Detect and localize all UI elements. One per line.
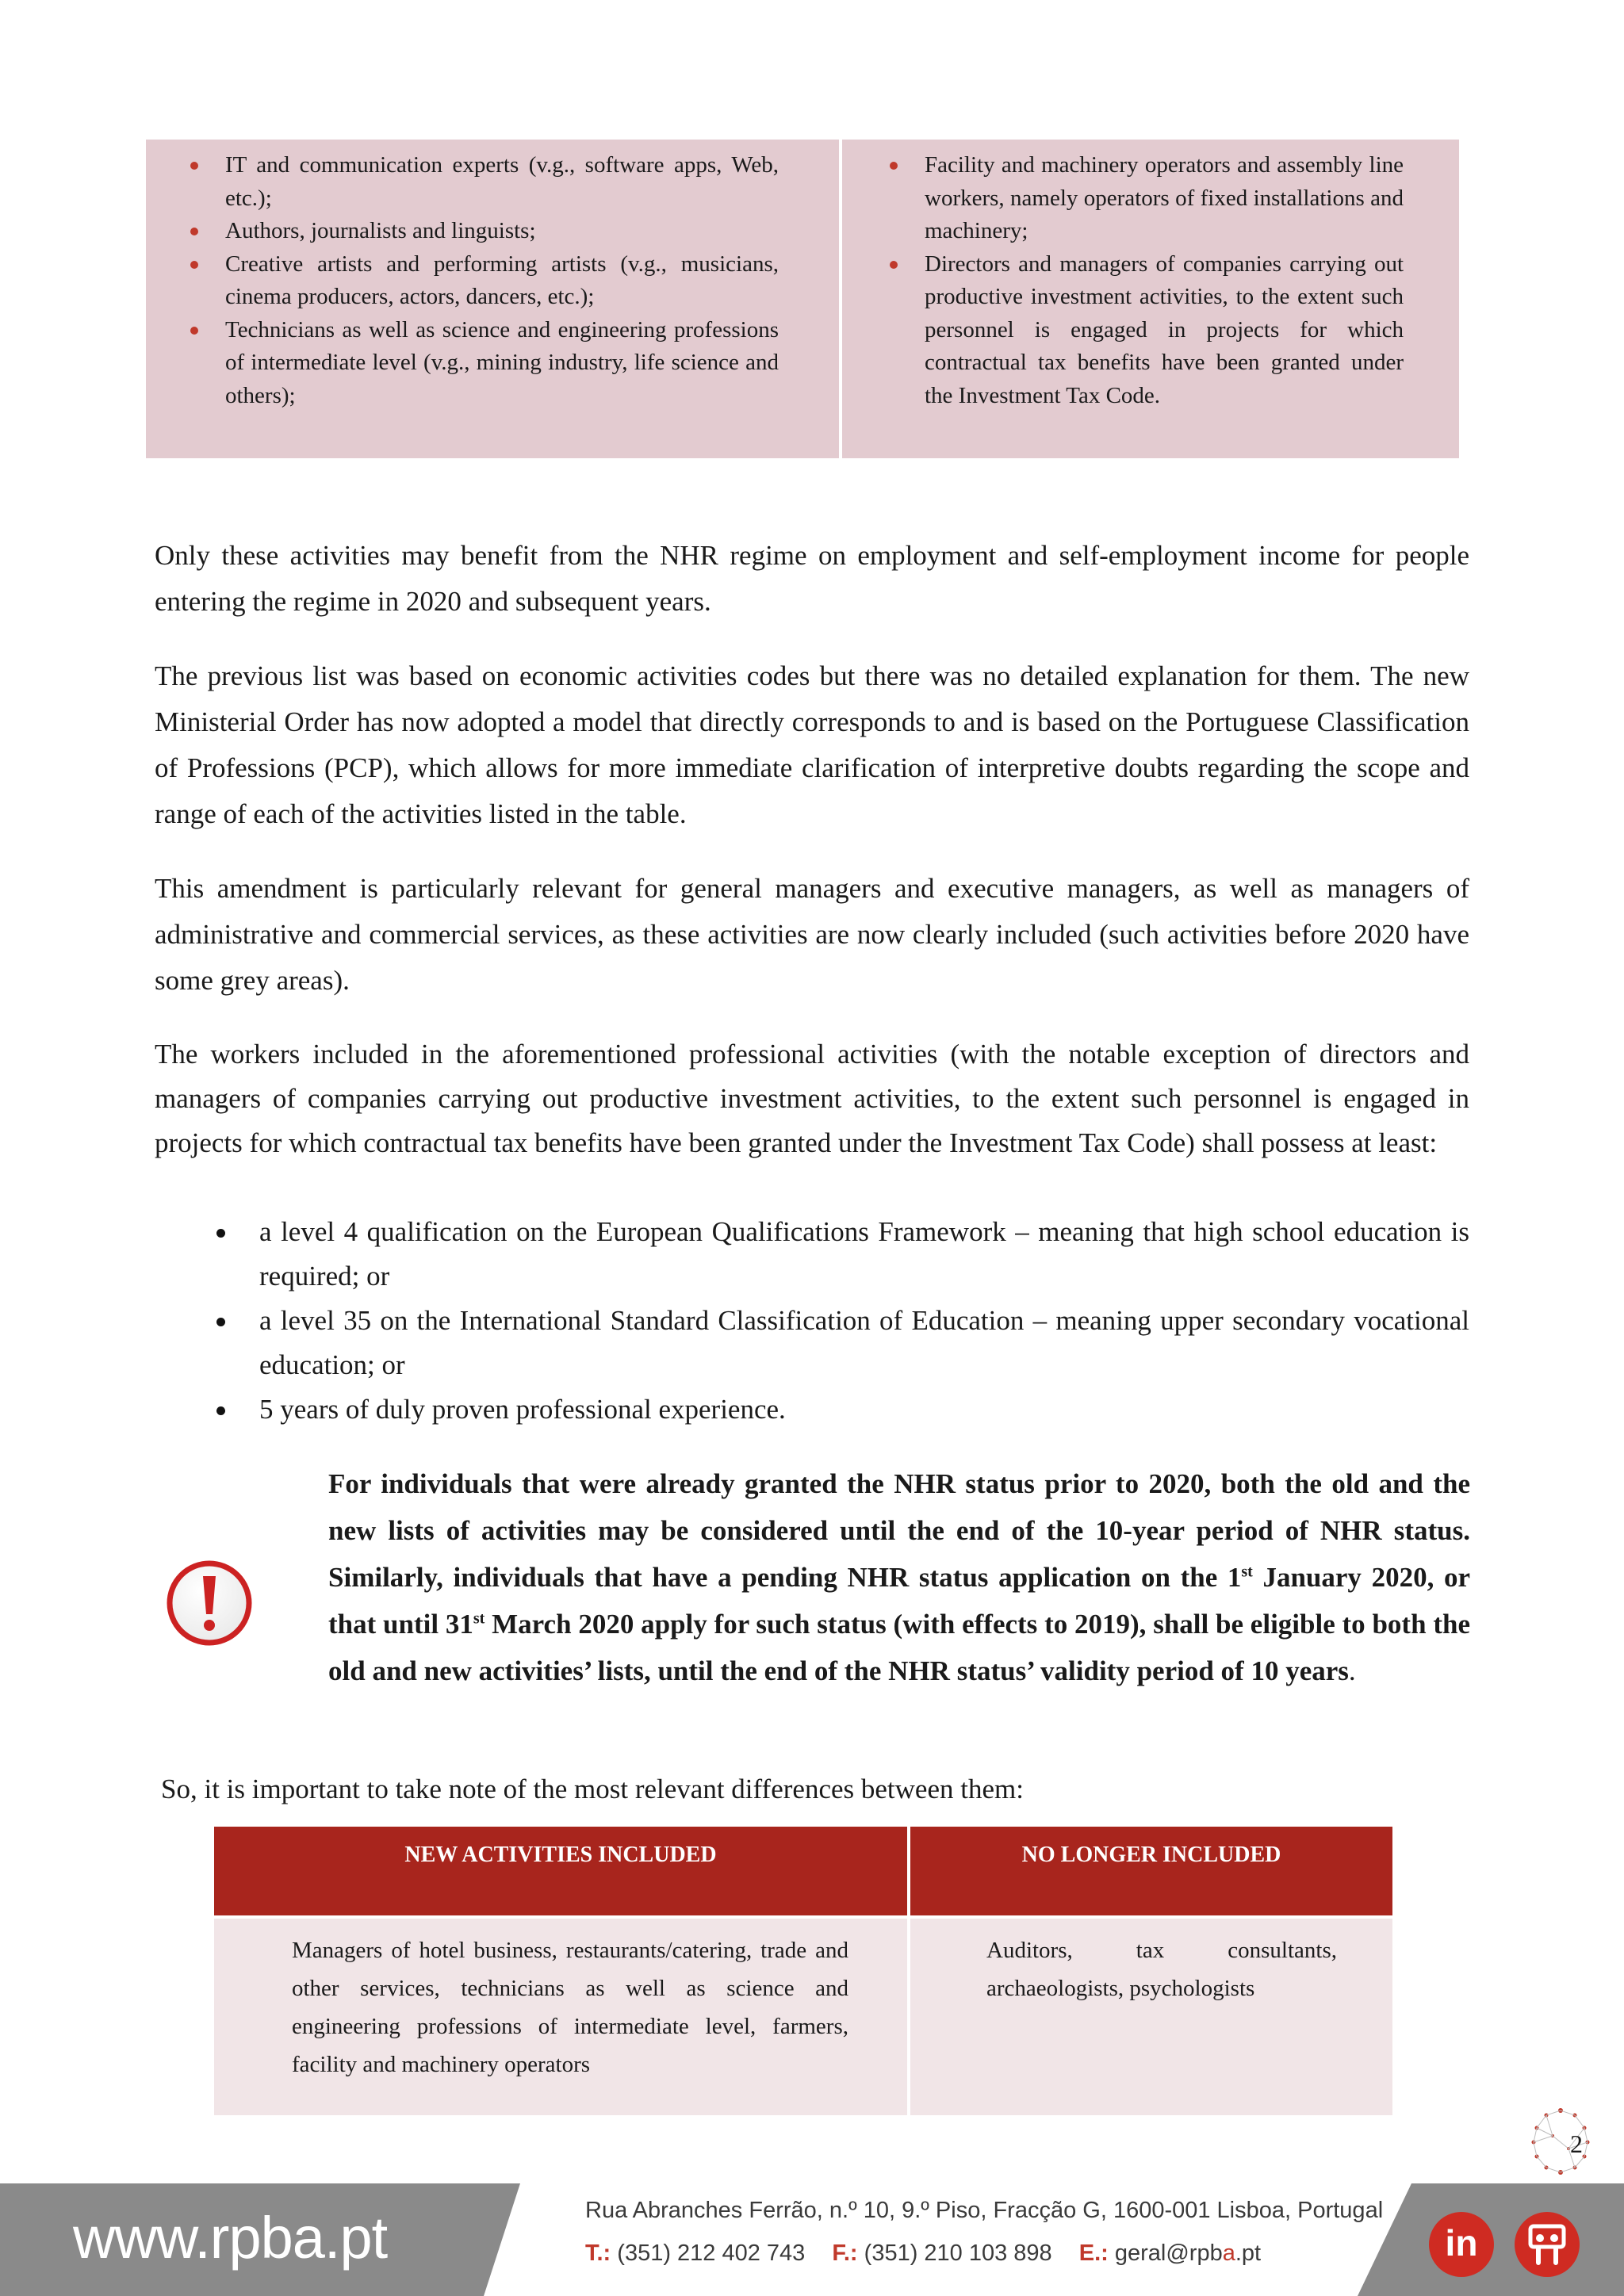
warning-text-1: For individuals that were already granted the NHR status prior to 2020, both the old and the new lists of activities may be considered until the end of the 10-year period of NHR status. Similarly, individuals that have a pending NHR status application on the 1: [328, 1468, 1470, 1593]
list-item: a level 4 qualification on the European Qualifications Framework – meaning that high school education is required; or: [155, 1210, 1469, 1299]
ordinal-suffix: st: [473, 1609, 485, 1628]
header-new-activities: NEW ACTIVITIES INCLUDED: [214, 1827, 907, 1915]
phone-number[interactable]: (351) 212 402 743: [617, 2241, 806, 2266]
list-item: IT and communication experts (v.g., software apps, Web, etc.);: [184, 149, 779, 215]
comparison-table-row: [214, 1919, 1392, 2115]
contact-line: [585, 2241, 1261, 2267]
warning-text-end: .: [1348, 1655, 1356, 1686]
activities-column-right: [842, 140, 1459, 458]
cell-new-activities: Managers of hotel business, restaurants/catering, trade and other services, technicians as well as science and engineering professions of intermediate level, farmers, facility and machinery operators: [214, 1919, 907, 2115]
email-label: E.:: [1078, 2241, 1109, 2266]
phone-label: T.:: [585, 2241, 611, 2266]
header-no-longer-included: NO LONGER INCLUDED: [910, 1827, 1392, 1915]
office-address: Rua Abranches Ferrão, n.º 10, 9.º Piso, Fracção G, 1600-001 Lisboa, Portugal: [585, 2198, 1384, 2223]
linkedin-icon: in: [1445, 2222, 1478, 2263]
email-part: geral@rpb: [1114, 2241, 1223, 2266]
slideshare-icon: [1515, 2212, 1580, 2277]
warning-text-3: March 2020 apply for such status (with effects to 2019), shall be eligible to both the old and new activities’ lists, until the end of the NHR status’ validity period of 10 years: [328, 1609, 1470, 1686]
globe-logo-icon: [1529, 2104, 1592, 2175]
slideshare-button[interactable]: [1515, 2212, 1580, 2277]
email-address[interactable]: [1115, 2241, 1261, 2266]
email-part: a: [1222, 2241, 1235, 2266]
comparison-table-header: [214, 1827, 1392, 1915]
activities-list-right: [883, 149, 1404, 412]
list-item: Authors, journalists and linguists;: [184, 215, 779, 248]
activities-table: [146, 140, 1459, 458]
comparison-intro: So, it is important to take note of the most relevant differences between them:: [161, 1774, 1024, 1804]
activities-list-left: [184, 149, 779, 412]
paragraph-2: The previous list was based on economic activities codes but there was no detailed explanation for them. The new Ministerial Order has now adopted a model that directly corresponds to and is based on the Portuguese Classification of Professions (PCP), which allows for more immediate clarification of interpretive doubts regarding the scope and range of each of the activities listed in the table.: [155, 660, 1469, 829]
list-item: Facility and machinery operators and assembly line workers, namely operators of fixed installations and machinery;: [883, 149, 1404, 248]
website-url[interactable]: www.rpba.pt: [73, 2205, 388, 2271]
linkedin-button[interactable]: [1429, 2212, 1494, 2277]
nhr-status-warning: [328, 1460, 1470, 1694]
activities-column-left: [146, 140, 839, 458]
cell-no-longer-included: Auditors, tax consultants, archaeologists, psychologists: [910, 1919, 1392, 2115]
list-item: a level 35 on the International Standard Classification of Education – meaning upper secondary vocational education; or: [155, 1299, 1469, 1387]
paragraph-3: This amendment is particularly relevant for general managers and executive managers, as well as managers of administrative and commercial services, as these activities are now clearly included (such activities before 2020 have some grey areas).: [155, 873, 1469, 996]
fax-number: (351) 210 103 898: [864, 2241, 1052, 2266]
paragraph-1: Only these activities may benefit from the NHR regime on employment and self-employment income for people entering the regime in 2020 and subsequent years.: [155, 540, 1469, 617]
list-item: 5 years of duly proven professional experience.: [155, 1387, 1469, 1432]
email-part: .pt: [1235, 2241, 1262, 2266]
paragraph-4: The workers included in the aforementioned professional activities (with the notable exception of directors and managers of companies carrying out productive investment activities, to the extent such personnel is engaged in projects for which contractual tax benefits have been granted under the Investment Tax Code) shall possess at least:: [155, 1039, 1469, 1158]
comparison-table: [214, 1827, 1392, 2115]
exclamation-warning-icon: [165, 1559, 254, 1647]
list-item: Directors and managers of companies carrying out productive investment activities, to the extent such personnel is engaged in projects for which contractual tax benefits have been granted under the Investment Tax Code.: [883, 248, 1404, 413]
requirements-list: [155, 1210, 1469, 1432]
list-item: Technicians as well as science and engineering professions of intermediate level (v.g., mining industry, life science and others);: [184, 314, 779, 413]
warning-text-2: January 2020, or that until 31: [328, 1562, 1470, 1640]
fax-label: F.:: [832, 2241, 858, 2266]
ordinal-suffix: st: [1241, 1563, 1253, 1581]
page-number: 2: [1570, 2130, 1583, 2158]
list-item: Creative artists and performing artists (v.g., musicians, cinema producers, actors, dancers, etc.);: [184, 248, 779, 314]
